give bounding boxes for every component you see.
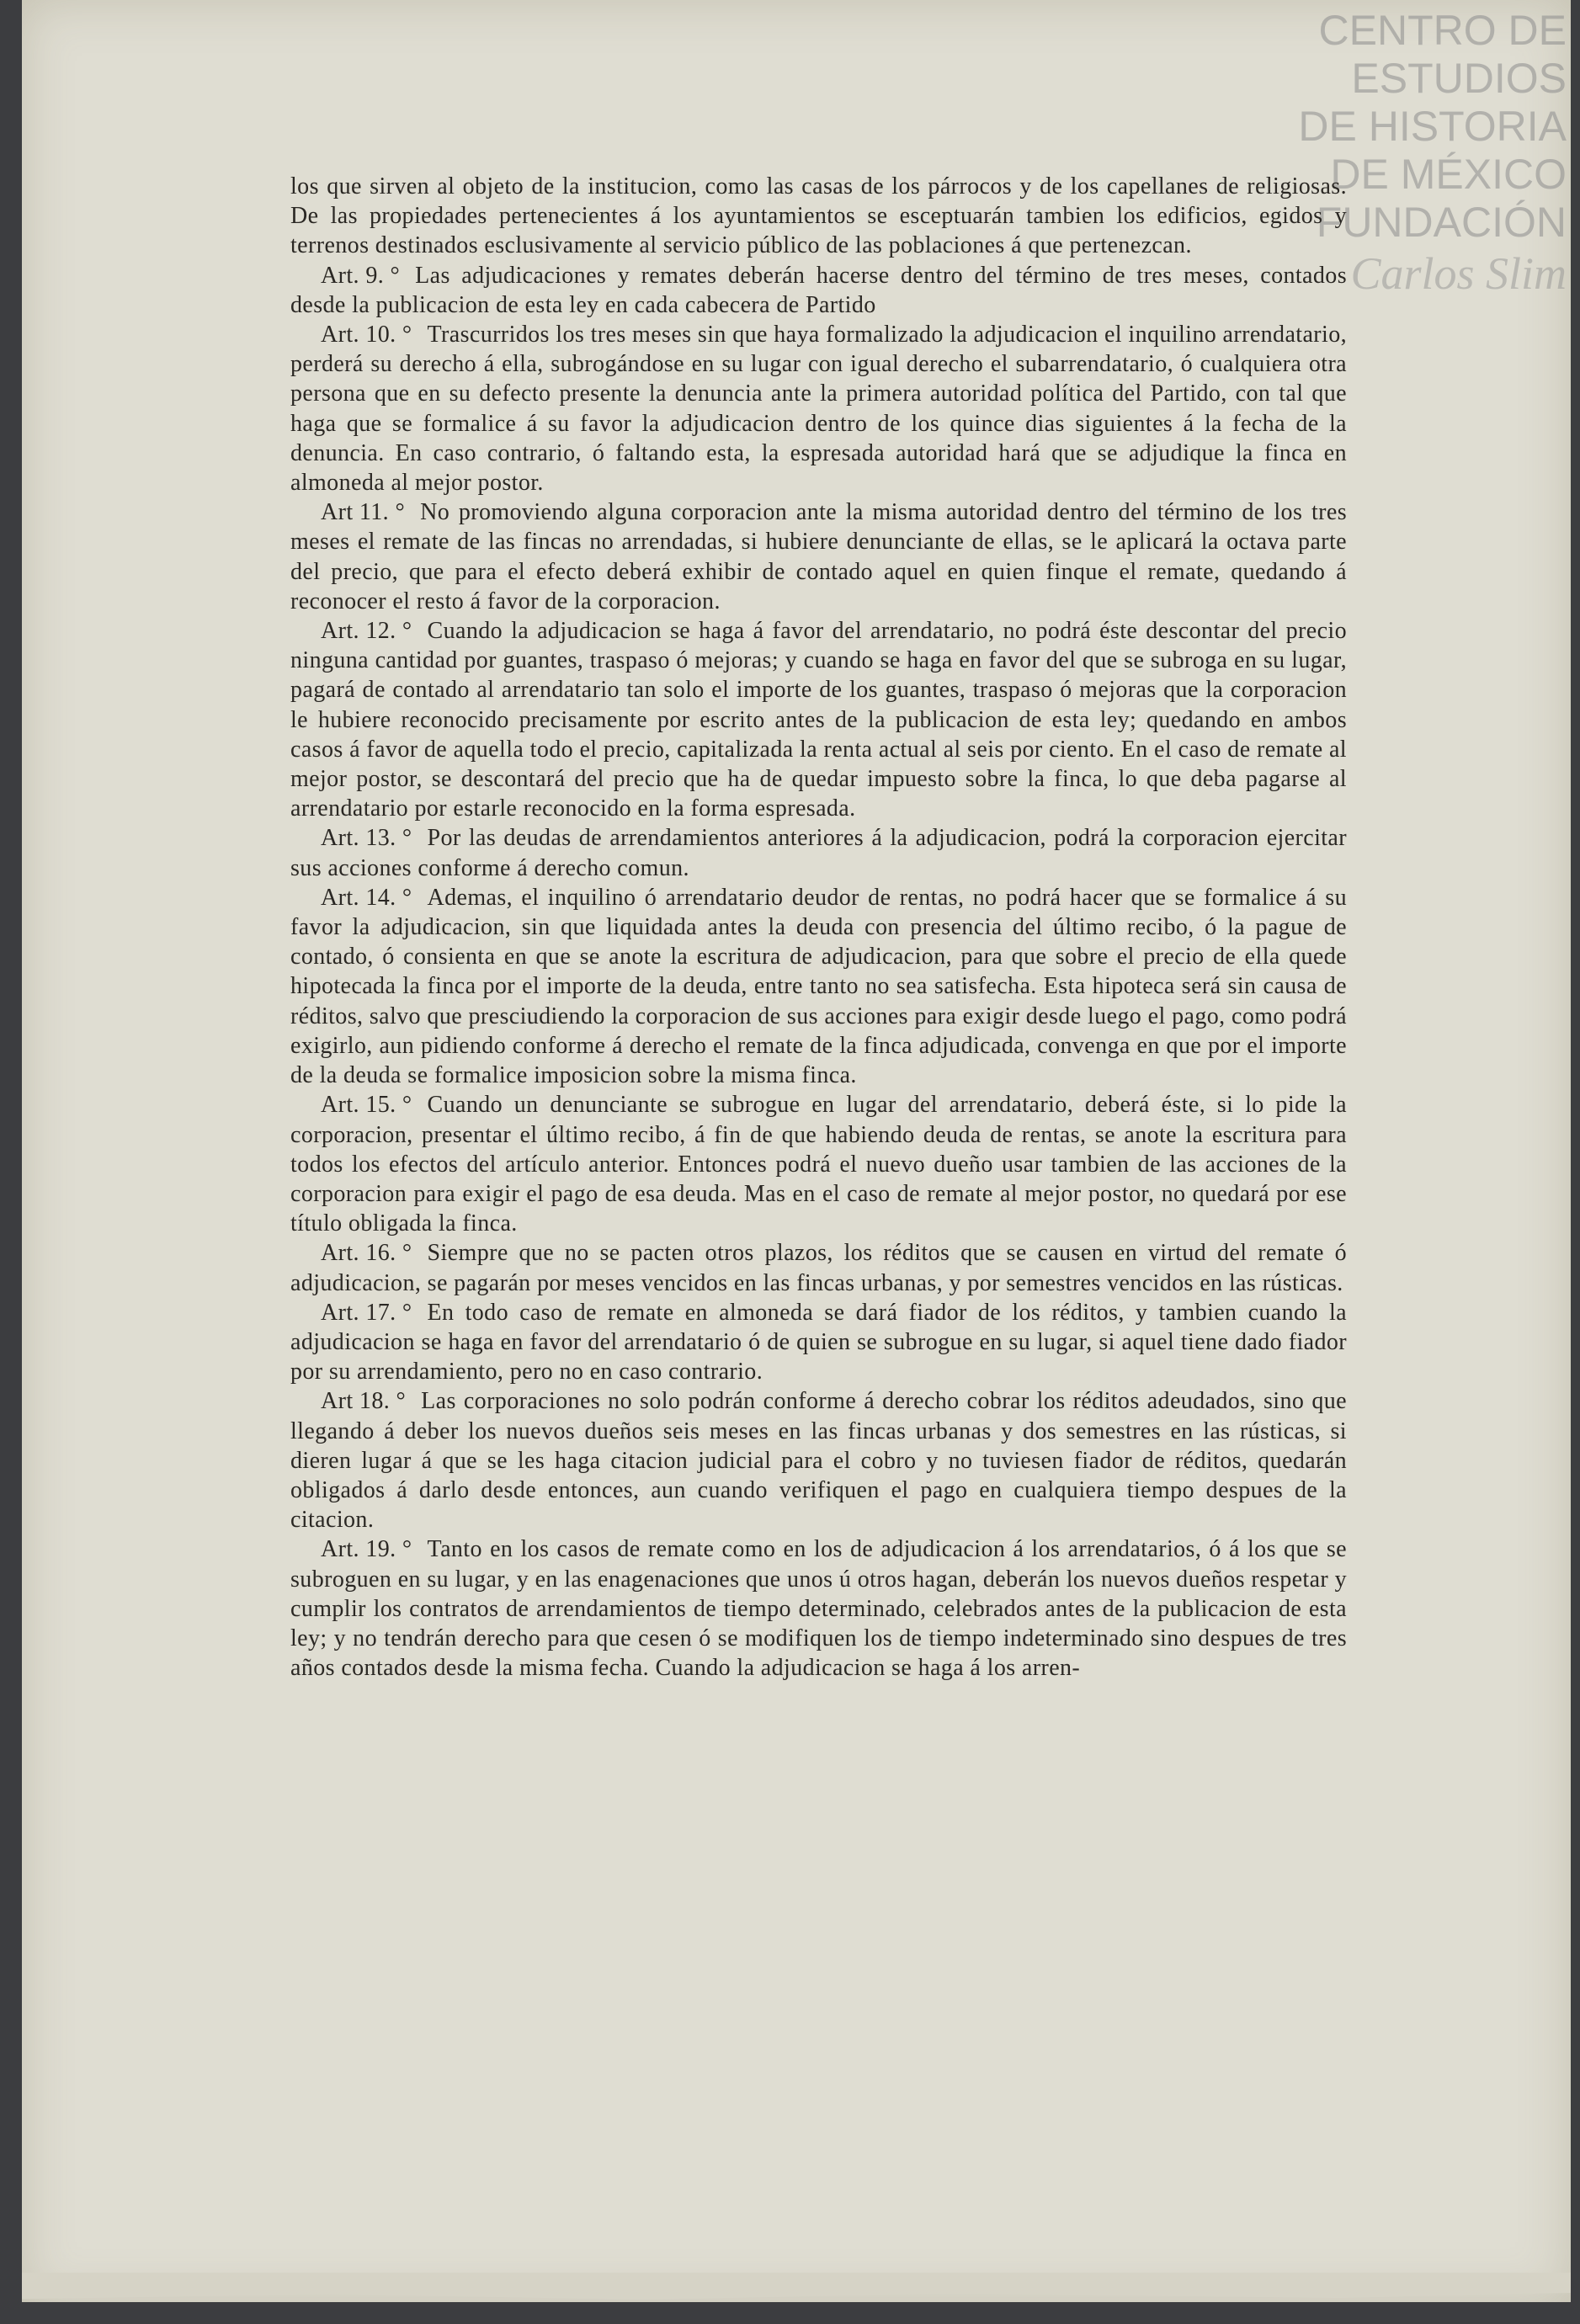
article-text: En todo caso de remate en almoneda se dará fiador de los réditos, y tambien cuando la adjudicacion se haga en favor del arrendatario ó de quien se subrogue en su lugar, si aquel tiene dado fiador por su arrendamiento, pero no en caso contrario. xyxy=(290,1299,1347,1385)
article-text: Siempre que no se pacten otros plazos, los réditos que se causen en virtud del remate ó adjudicacion, se pagarán por meses vencidos en las fincas urbanas, y por semestres vencidos en las rústicas. xyxy=(290,1240,1347,1296)
article-13 xyxy=(290,823,1347,882)
article-heading: Art. 15. ° xyxy=(321,1092,412,1119)
article-heading: Art. 13. ° xyxy=(321,825,412,852)
article-9 xyxy=(290,261,1347,320)
article-text: Ademas, el inquilino ó arrendatario deudor de rentas, no podrá hacer que se formalice á su favor la adjudicacion, sin que liquidada antes la deuda con presencia del último recibo, ó la pague de contado, ó consienta en que se anote la escritura de adjudicacion, para que sobre el precio de ella quede hipotecada la finca por el importe de la deuda, entre tanto no sea satisfecha. Esta hipoteca será sin causa de réditos, salvo que presciudiendo la corporacion de sus acciones para exigir desde luego el pago, como podrá exigirlo, aun pidiendo conforme á derecho el remate de la finca adjudicada, convenga en que por el importe de la deuda se formalice imposicion sobre la misma finca. xyxy=(290,884,1347,1089)
article-17 xyxy=(290,1298,1347,1387)
article-heading: Art 18. ° xyxy=(321,1388,407,1415)
watermark-line: ESTUDIOS xyxy=(1351,55,1567,102)
article-heading: Art. 14. ° xyxy=(321,884,412,911)
article-text: Las corporaciones no solo podrán conforme á derecho cobrar los réditos adeudados, sino que llegando á deber los nuevos dueños seis meses en las fincas urbanas y dos semestres en las rústicas, si dieren lugar á que se les haga citacion judicial para el cobro y no tuviesen fiador de réditos, quedarán obligados á darlo desde entonces, aun cuando verifiquen el pago en cualquiera tiempo despues de la citacion. xyxy=(290,1388,1347,1534)
article-heading: Art. 17. ° xyxy=(321,1299,412,1326)
article-text: No promoviendo alguna corporacion ante la misma autoridad dentro del término de los tres meses el remate de las fincas no arrendadas, si hubiere denunciante de ellas, se le aplicará la octava parte del precio, que para el efecto deberá exhibir de contado aquel en quien finque el remate, quedando á reconocer el resto á favor de la corporacion. xyxy=(290,499,1347,614)
article-heading: Art. 16. ° xyxy=(321,1240,412,1267)
watermark-line: DE MÉXICO xyxy=(1330,151,1567,198)
article-heading: Art 11. ° xyxy=(321,499,406,526)
watermark-line: DE HISTORIA xyxy=(1298,103,1567,150)
article-text: Tanto en los casos de remate como en los de adjudicacion á los arrendatarios, ó á los que se subroguen en su lugar, y en las enagenaciones que unos ú otros hagan, deberán los nuevos dueños respetar y cumplir los contratos de arrendamientos de tiempo determinado, celebrados antes de la publicacion de esta ley; y no tendrán derecho para que cesen ó se modifiquen los de tiempo indeterminado sino despues de tres años contados desde la misma fecha. Cuando la adjudicacion se haga á los arren- xyxy=(290,1536,1347,1682)
article-16 xyxy=(290,1238,1347,1297)
article-19 xyxy=(290,1534,1347,1683)
watermark-signature: Carlos Slim xyxy=(1350,248,1567,299)
article-15 xyxy=(290,1090,1347,1238)
article-10 xyxy=(290,320,1347,497)
article-heading: Art. 9. ° xyxy=(321,262,401,289)
intro-text: los que sirven al objeto de la institucion, como las casas de los párrocos y de los capellanes de religiosas. De las propiedades pertenecientes á los ayuntamientos se esceptuarán tambien los edificios, egidos y terrenos destinados esclusivamente al servicio público de las poblaciones á que pertenezcan. xyxy=(290,173,1347,259)
intro-paragraph xyxy=(290,172,1347,261)
watermark-line: CENTRO DE xyxy=(1318,7,1567,54)
article-text: Las adjudicaciones y remates deberán hacerse dentro del término de tres meses, contados desde la publicacion de esta ley en cada cabecera de Partido xyxy=(290,262,1347,318)
article-11 xyxy=(290,497,1347,616)
article-12 xyxy=(290,616,1347,823)
article-18 xyxy=(290,1386,1347,1534)
article-heading: Art. 10. ° xyxy=(321,322,412,348)
watermark-line: FUNDACIÓN xyxy=(1316,199,1567,246)
document-body xyxy=(290,172,1347,1683)
article-text: Cuando la adjudicacion se haga á favor del arrendatario, no podrá éste descontar del precio ninguna cantidad por guantes, traspaso ó mejoras; y cuando se haga en favor del que se subroga en su lugar, pagará de contado al arrendatario tan solo el importe de los guantes, traspaso ó mejoras que la corporacion le hubiere reconocido precisamente por escrito antes de la publicacion de esta ley; quedando en ambos casos á favor de aquella todo el precio, capitalizada la renta actual al seis por ciento. En el caso de remate al mejor postor, se descontará del precio que ha de quedar impuesto sobre la finca, lo que deba pagarse al arrendatario por estarle reconocido en la forma espresada. xyxy=(290,618,1347,822)
article-14 xyxy=(290,883,1347,1090)
article-text: Cuando un denunciante se subrogue en lugar del arrendatario, deberá éste, si lo pide la corporacion, presentar el último recibo, á fin de que habiendo deuda de rentas, se anote la escritura para todos los efectos del artículo anterior. Entonces podrá el nuevo dueño usar tambien de las acciones de la corporacion para exigir el pago de esa deuda. Mas en el caso de remate al mejor postor, no quedará por ese título obligada la finca. xyxy=(290,1092,1347,1237)
article-text: Trascurridos los tres meses sin que haya formalizado la adjudicacion el inquilino arrendatario, perderá su derecho á ella, subrogándose en su lugar con igual derecho el subarrendatario, ó cualquiera otra persona que en su defecto presente la denuncia ante la primera autoridad política del Partido, con tal que haga que se formalice á su favor la adjudicacion dentro de los quince dias siguientes á la fecha de la denuncia. En caso contrario, ó faltando esta, la espresada autoridad hará que se adjudique la finca en almoneda al mejor postor. xyxy=(290,322,1347,497)
article-heading: Art. 19. ° xyxy=(321,1536,412,1563)
article-heading: Art. 12. ° xyxy=(321,618,412,645)
article-text: Por las deudas de arrendamientos anteriores á la adjudicacion, podrá la corporacion ejercitar sus acciones conforme á derecho comun. xyxy=(290,825,1347,881)
